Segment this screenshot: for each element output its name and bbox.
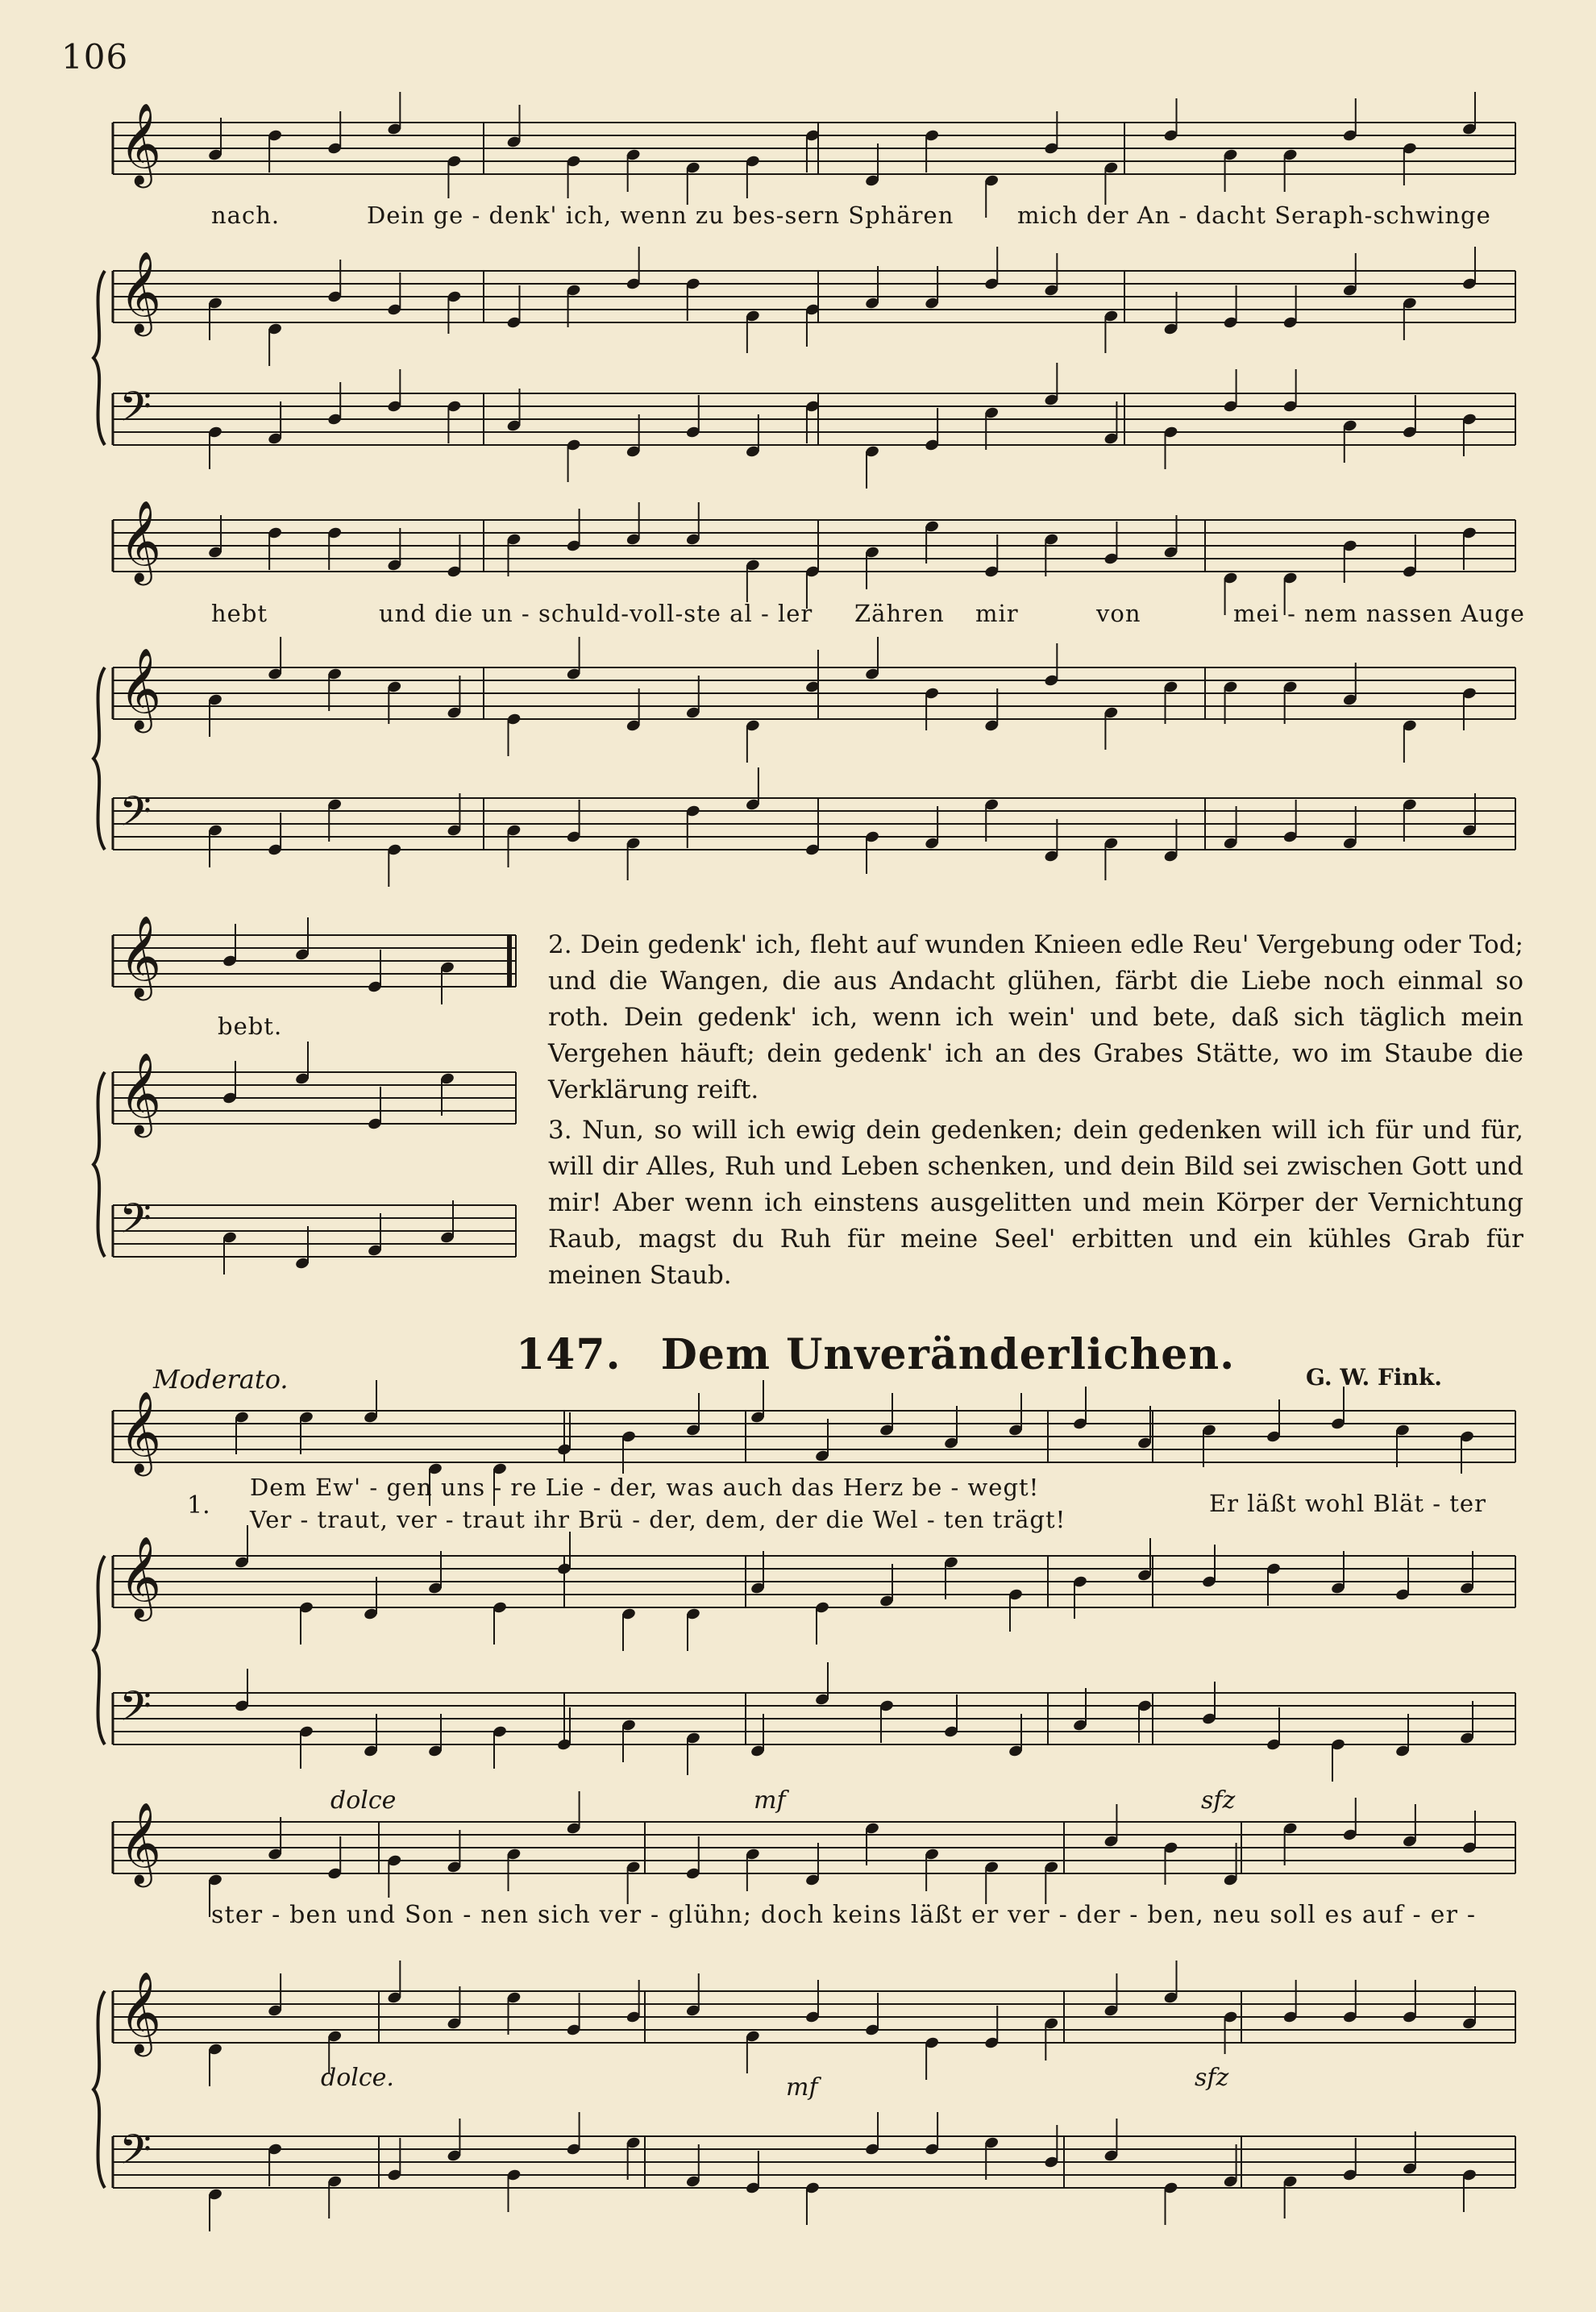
- composer-name: G. W. Fink.: [1306, 1364, 1443, 1391]
- dynamic-mf: mf: [754, 1786, 786, 1815]
- dynamic-dolce: dolce: [330, 1786, 397, 1815]
- verse-number: 1.: [187, 1491, 210, 1520]
- verse-3-text: 3. Nun, so will ich ewig dein gedenken; dein gedenken will ich für und für, will dir Alles, Ruh und Leben schenken, und dein Bild sei zwischen Gott und mir! Aber wenn ich einstens ausgelitten und mein Körper der Vernichtung Raub, magst du Ruh für meine Seel' erbitten und ein kühles Grab für meinen Staub.: [548, 1116, 1523, 1290]
- bass-clef-icon: 𝄢: [119, 1682, 152, 1740]
- treble-clef-icon: 𝄞: [119, 1970, 162, 2053]
- lyric-line: bebt.: [218, 1013, 283, 1040]
- brace: [94, 1072, 105, 1257]
- treble-clef-icon: 𝄞: [119, 1390, 162, 1473]
- song-title: [516, 1330, 1235, 1379]
- bass-clef-icon: 𝄢: [119, 2125, 152, 2184]
- song-number: 147.: [516, 1330, 621, 1379]
- treble-clef-icon: 𝄞: [119, 914, 162, 997]
- treble-clef-icon: 𝄞: [119, 1535, 162, 1618]
- brace: [94, 1556, 105, 1744]
- lyric-line: mich der An - dacht Seraph-schwinge: [1017, 202, 1491, 229]
- treble-clef-icon: 𝄞: [119, 647, 162, 730]
- dynamic-sfz: sfz: [1195, 2064, 1229, 2092]
- treble-clef-icon: 𝄞: [119, 1051, 162, 1134]
- lyric-line: ster - ben und Son - nen sich ver - glühn; doch keins läßt er ver - der - ben, neu soll es auf - er -: [211, 1901, 1477, 1929]
- lyric-line: mei - nem nassen Auge: [1233, 600, 1525, 627]
- brace: [94, 271, 105, 445]
- treble-clef-icon: 𝄞: [119, 499, 162, 582]
- verse-2-text: 2. Dein gedenk' ich, fleht auf wunden Knieen edle Reu' Vergebung oder Tod; und die Wangen, die aus Andacht glühen, färbt die Liebe noch einmal so roth. Dein gedenk' ich, wenn ich wein' und bete, daß sich täglich mein Vergehen häuft; dein gedenk' ich an des Grabes Stätte, wo im Staube die Verklärung reift.: [548, 930, 1523, 1104]
- treble-clef-icon: 𝄞: [119, 1801, 162, 1884]
- lyric-line: Dem Ew' - gen uns - re Lie - der, was auch das Herz be - wegt!: [250, 1474, 1040, 1501]
- lyric-line: von: [1096, 600, 1141, 627]
- lyric-line: Zähren: [854, 600, 945, 627]
- lyric-line: mir: [975, 600, 1019, 627]
- lyric-line: hebt: [211, 600, 268, 627]
- page-number: 106: [61, 37, 129, 77]
- tempo-marking: Moderato.: [153, 1364, 289, 1395]
- brace: [94, 667, 105, 850]
- lyric-line: Er läßt wohl Blät - ter: [1209, 1490, 1486, 1517]
- bass-clef-icon: 𝄢: [119, 1194, 152, 1253]
- song-title-text: Dem Unveränderlichen.: [660, 1330, 1236, 1379]
- dynamic-dolce: dolce.: [321, 2064, 394, 2092]
- treble-clef-icon: 𝄞: [119, 102, 162, 185]
- lyric-line: Ver - traut, ver - traut ihr Brü - der, dem, der die Wel - ten trägt!: [250, 1506, 1066, 1533]
- dynamic-mf: mf: [786, 2073, 818, 2102]
- lyric-line: Dein ge - denk' ich, wenn zu bes-sern Sphären: [367, 202, 954, 229]
- treble-clef-icon: 𝄞: [119, 250, 162, 333]
- lyric-line: nach.: [211, 202, 281, 229]
- lyric-line: und die un - schuld-voll-ste al - ler: [379, 600, 813, 627]
- dynamic-sfz: sfz: [1201, 1786, 1236, 1815]
- brace: [94, 1991, 105, 2188]
- bass-clef-icon: 𝄢: [119, 382, 152, 441]
- bass-clef-icon: 𝄢: [119, 787, 152, 846]
